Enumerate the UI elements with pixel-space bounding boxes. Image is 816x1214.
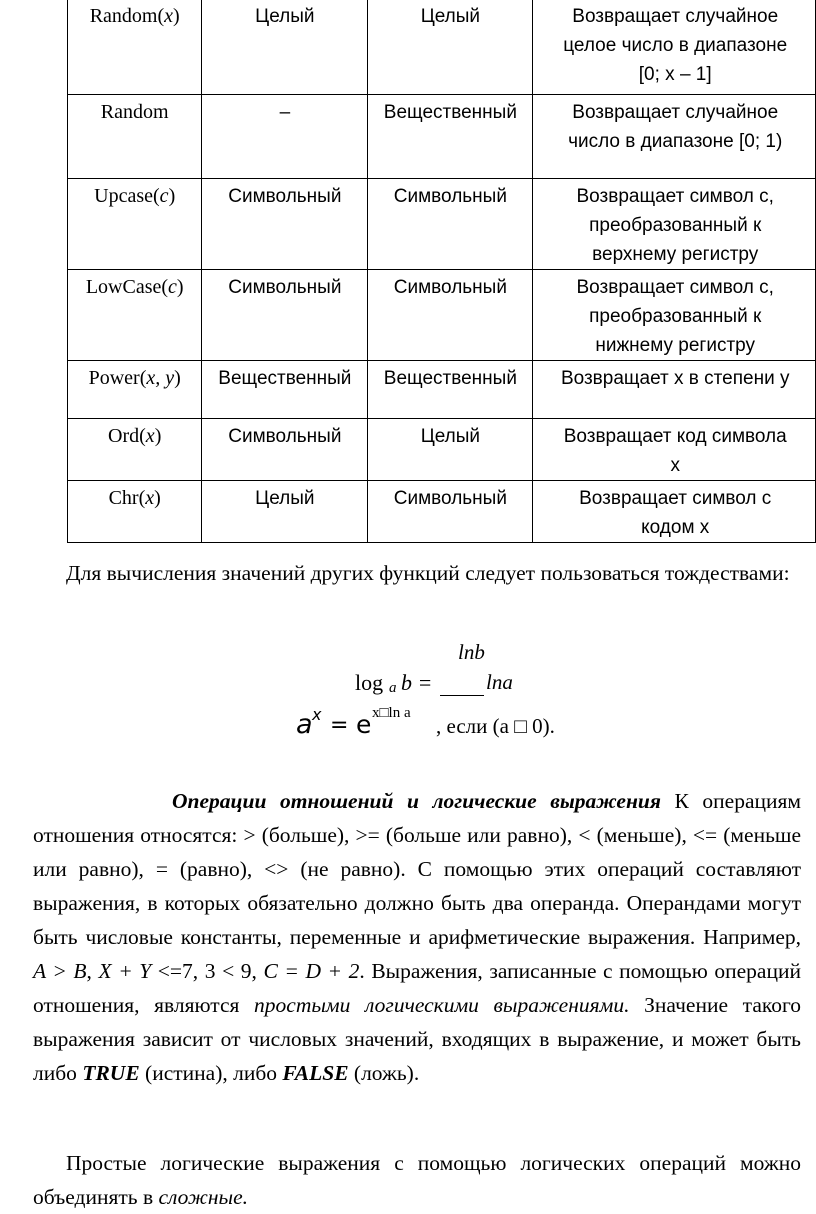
description-line: Возвращает случайное [572,102,779,123]
formula-numerator: lnb [458,640,485,664]
functions-table [67,0,816,543]
function-name: Ord(x) [68,419,202,481]
exp-exponent: x□ln a [372,705,411,721]
argument-type: Символьный [202,419,368,481]
function-description [533,179,816,270]
description-line: Возвращает код символа [563,426,787,447]
result-type: Символьный [368,179,533,270]
function-description [533,481,816,543]
result-type: Целый [368,0,533,95]
function-name: Random(x) [68,0,202,95]
section-title: Операции отношений и логические выражения [172,789,661,813]
description-line: x [670,455,680,476]
description-line: [0; x – 1] [638,64,712,85]
function-name: Power(x, y) [68,361,202,419]
exp-condition: , если (a □ 0). [436,714,555,738]
argument-type: Целый [202,481,368,543]
table-row [68,179,816,270]
log-formula [355,640,555,700]
description-line: кодом x [641,517,710,538]
description-line: верхнему регистру [592,244,759,265]
result-type: Вещественный [368,95,533,179]
formula-log: log [355,670,384,695]
exp-base: a [296,709,313,740]
result-type: Вещественный [368,361,533,419]
function-description [533,270,816,361]
function-description [533,0,816,95]
description-line: Возвращает x в степени y [560,368,790,389]
description-line: Возвращает случайное [572,6,779,27]
argument-type: Символьный [202,179,368,270]
function-description [533,419,816,481]
formula-lhs-b: b = [401,670,433,695]
fraction-bar [440,695,484,696]
formula-log-base: a [389,680,397,696]
description-line: преобразованный к [589,215,762,236]
function-description [533,95,816,179]
function-name: Upcase(c) [68,179,202,270]
table-row [68,95,816,179]
table-row [68,419,816,481]
argument-type: Символьный [202,270,368,361]
table-row [68,270,816,361]
result-type: Символьный [368,270,533,361]
description-line: целое число в диапазоне [563,35,788,56]
exp-formula: a x = e x□ln a , если (a □ 0). [296,705,555,740]
table-row [68,0,816,95]
result-type: Целый [368,419,533,481]
description-line: преобразованный к [589,306,762,327]
exp-power: x [312,705,322,724]
description-line: Возвращает символ с [579,488,772,509]
exp-e: e [356,710,372,739]
description-line: нижнему регистру [595,335,756,356]
argument-type: Вещественный [202,361,368,419]
description-line: Возвращает символ c, [576,186,774,207]
section-paragraph: Операции отношений и логические выражения К операциям отношения относятся: > (больше), >= (больше или равно), < (меньше), <= (меньше или равно), = (равно), <> (не равно). С помощью этих операций составляют выражения, в которых обязательно должно быть два операнда. Операндами могут быть числовые константы, переменные и арифметические выражения. Например, A > B, X + Y <=7, 3 < 9, C = D + 2. Выражения, записанные с помощью операций отношения, являются простыми логическими выражениями. Значение такого выражения зависит от числовых значений, входящих в выражение, и может быть либо TRUE (истина), либо FALSE (ложь). [33,789,801,1085]
intro-paragraph: Для вычисления значений других функций следует пользоваться тождествами: [66,561,790,585]
description-line: число в диапазоне [0; 1) [568,131,783,152]
result-type: Символьный [368,481,533,543]
table-row [68,361,816,419]
function-name: Chr(x) [68,481,202,543]
argument-type: – [202,95,368,179]
table-row [68,481,816,543]
function-description [533,361,816,419]
description-line: Возвращает символ c, [576,277,774,298]
argument-type: Целый [202,0,368,95]
formula-denominator: lna [486,670,513,694]
function-name: Random [68,95,202,179]
function-name: LowCase(c) [68,270,202,361]
complex-paragraph: Простые логические выражения с помощью логических операций можно объединять в сложные. [33,1151,801,1209]
